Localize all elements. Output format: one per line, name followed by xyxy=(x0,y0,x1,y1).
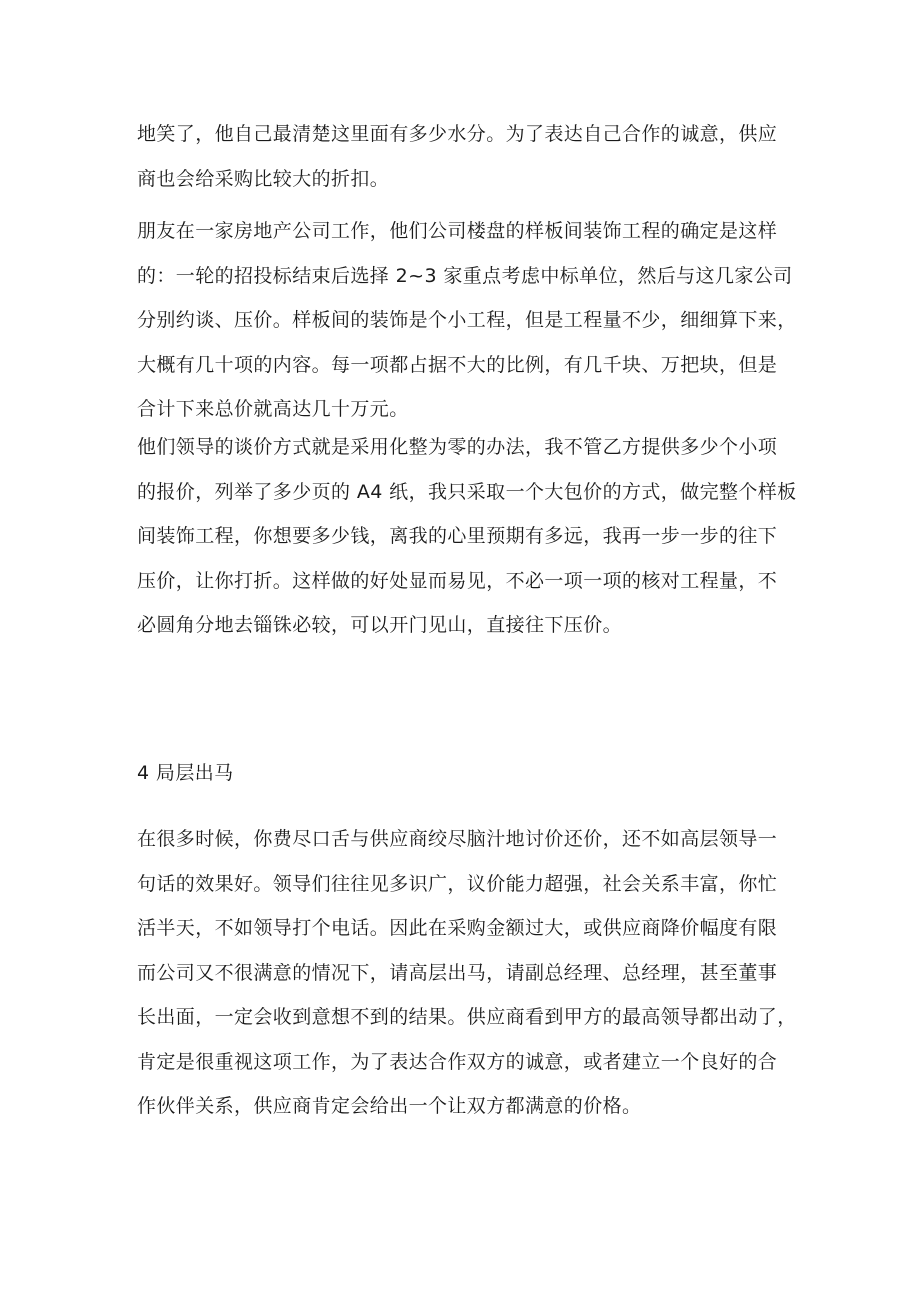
paragraph-line: 的：一轮的招投标结束后选择 2~3 家重点考虑中标单位，然后与这几家公司 xyxy=(137,264,793,287)
paragraph-line: 地笑了，他自己最清楚这里面有多少水分。为了表达自己合作的诚意，供应 xyxy=(137,123,778,145)
paragraph-1 xyxy=(137,112,797,201)
paragraph-line: 肯定是很重视这项工作，为了表达合作双方的诚意，或者建立一个良好的合 xyxy=(137,1050,778,1073)
paragraph-line: 合计下来总价就高达几十万元。 xyxy=(137,398,409,420)
paragraph-line: 商也会给采购比较大的折扣。 xyxy=(137,167,390,190)
paragraph-line: 长出面，一定会收到意想不到的结果。供应商看到甲方的最高领导都出动了， xyxy=(137,1006,797,1028)
paragraph-line: 必圆角分地去锱铢必较，可以开门见山，直接往下压价。 xyxy=(137,614,623,636)
paragraph-line: 他们领导的谈价方式就是采用化整为零的办法，我不管乙方提供多少个小项 xyxy=(137,436,778,458)
paragraph-line: 大概有几十项的内容。每一项都占据不大的比例，有几千块、万把块，但是 xyxy=(137,353,778,376)
paragraph-2 xyxy=(137,209,797,432)
paragraph-line: 活半天，不如领导打个电话。因此在采购金额过大，或供应商降价幅度有限 xyxy=(137,917,778,939)
paragraph-line: 句话的效果好。领导们往往见多识广，议价能力超强，社会关系丰富，你忙 xyxy=(137,872,778,895)
paragraph-line: 而公司又不很满意的情况下，请高层出马，请副总经理、总经理，甚至董事 xyxy=(137,961,778,984)
paragraph-line: 压价，让你打折。这样做的好处显而易见，不必一项一项的核对工程量，不 xyxy=(137,569,778,592)
paragraph-3 xyxy=(137,425,797,648)
paragraph-line: 间装饰工程，你想要多少钱，离我的心里预期有多远，我再一步一步的往下 xyxy=(137,525,778,547)
paragraph-line: 朋友在一家房地产公司工作，他们公司楼盘的样板间装饰工程的确定是这样 xyxy=(137,220,778,242)
paragraph-line: 作伙伴关系，供应商肯定会给出一个让双方都满意的价格。 xyxy=(137,1095,642,1117)
section-heading: 4 局层出马 xyxy=(137,762,234,784)
section-paragraph xyxy=(137,817,797,1129)
paragraph-line: 分别约谈、压价。样板间的装饰是个小工程，但是工程量不少，细细算下来， xyxy=(137,309,797,331)
paragraph-line: 在很多时候，你费尽口舌与供应商绞尽脑汁地讨价还价，还不如高层领导一 xyxy=(137,828,778,850)
paragraph-line: 的报价，列举了多少页的 A4 纸，我只采取一个大包价的方式，做完整个样板 xyxy=(137,480,797,503)
